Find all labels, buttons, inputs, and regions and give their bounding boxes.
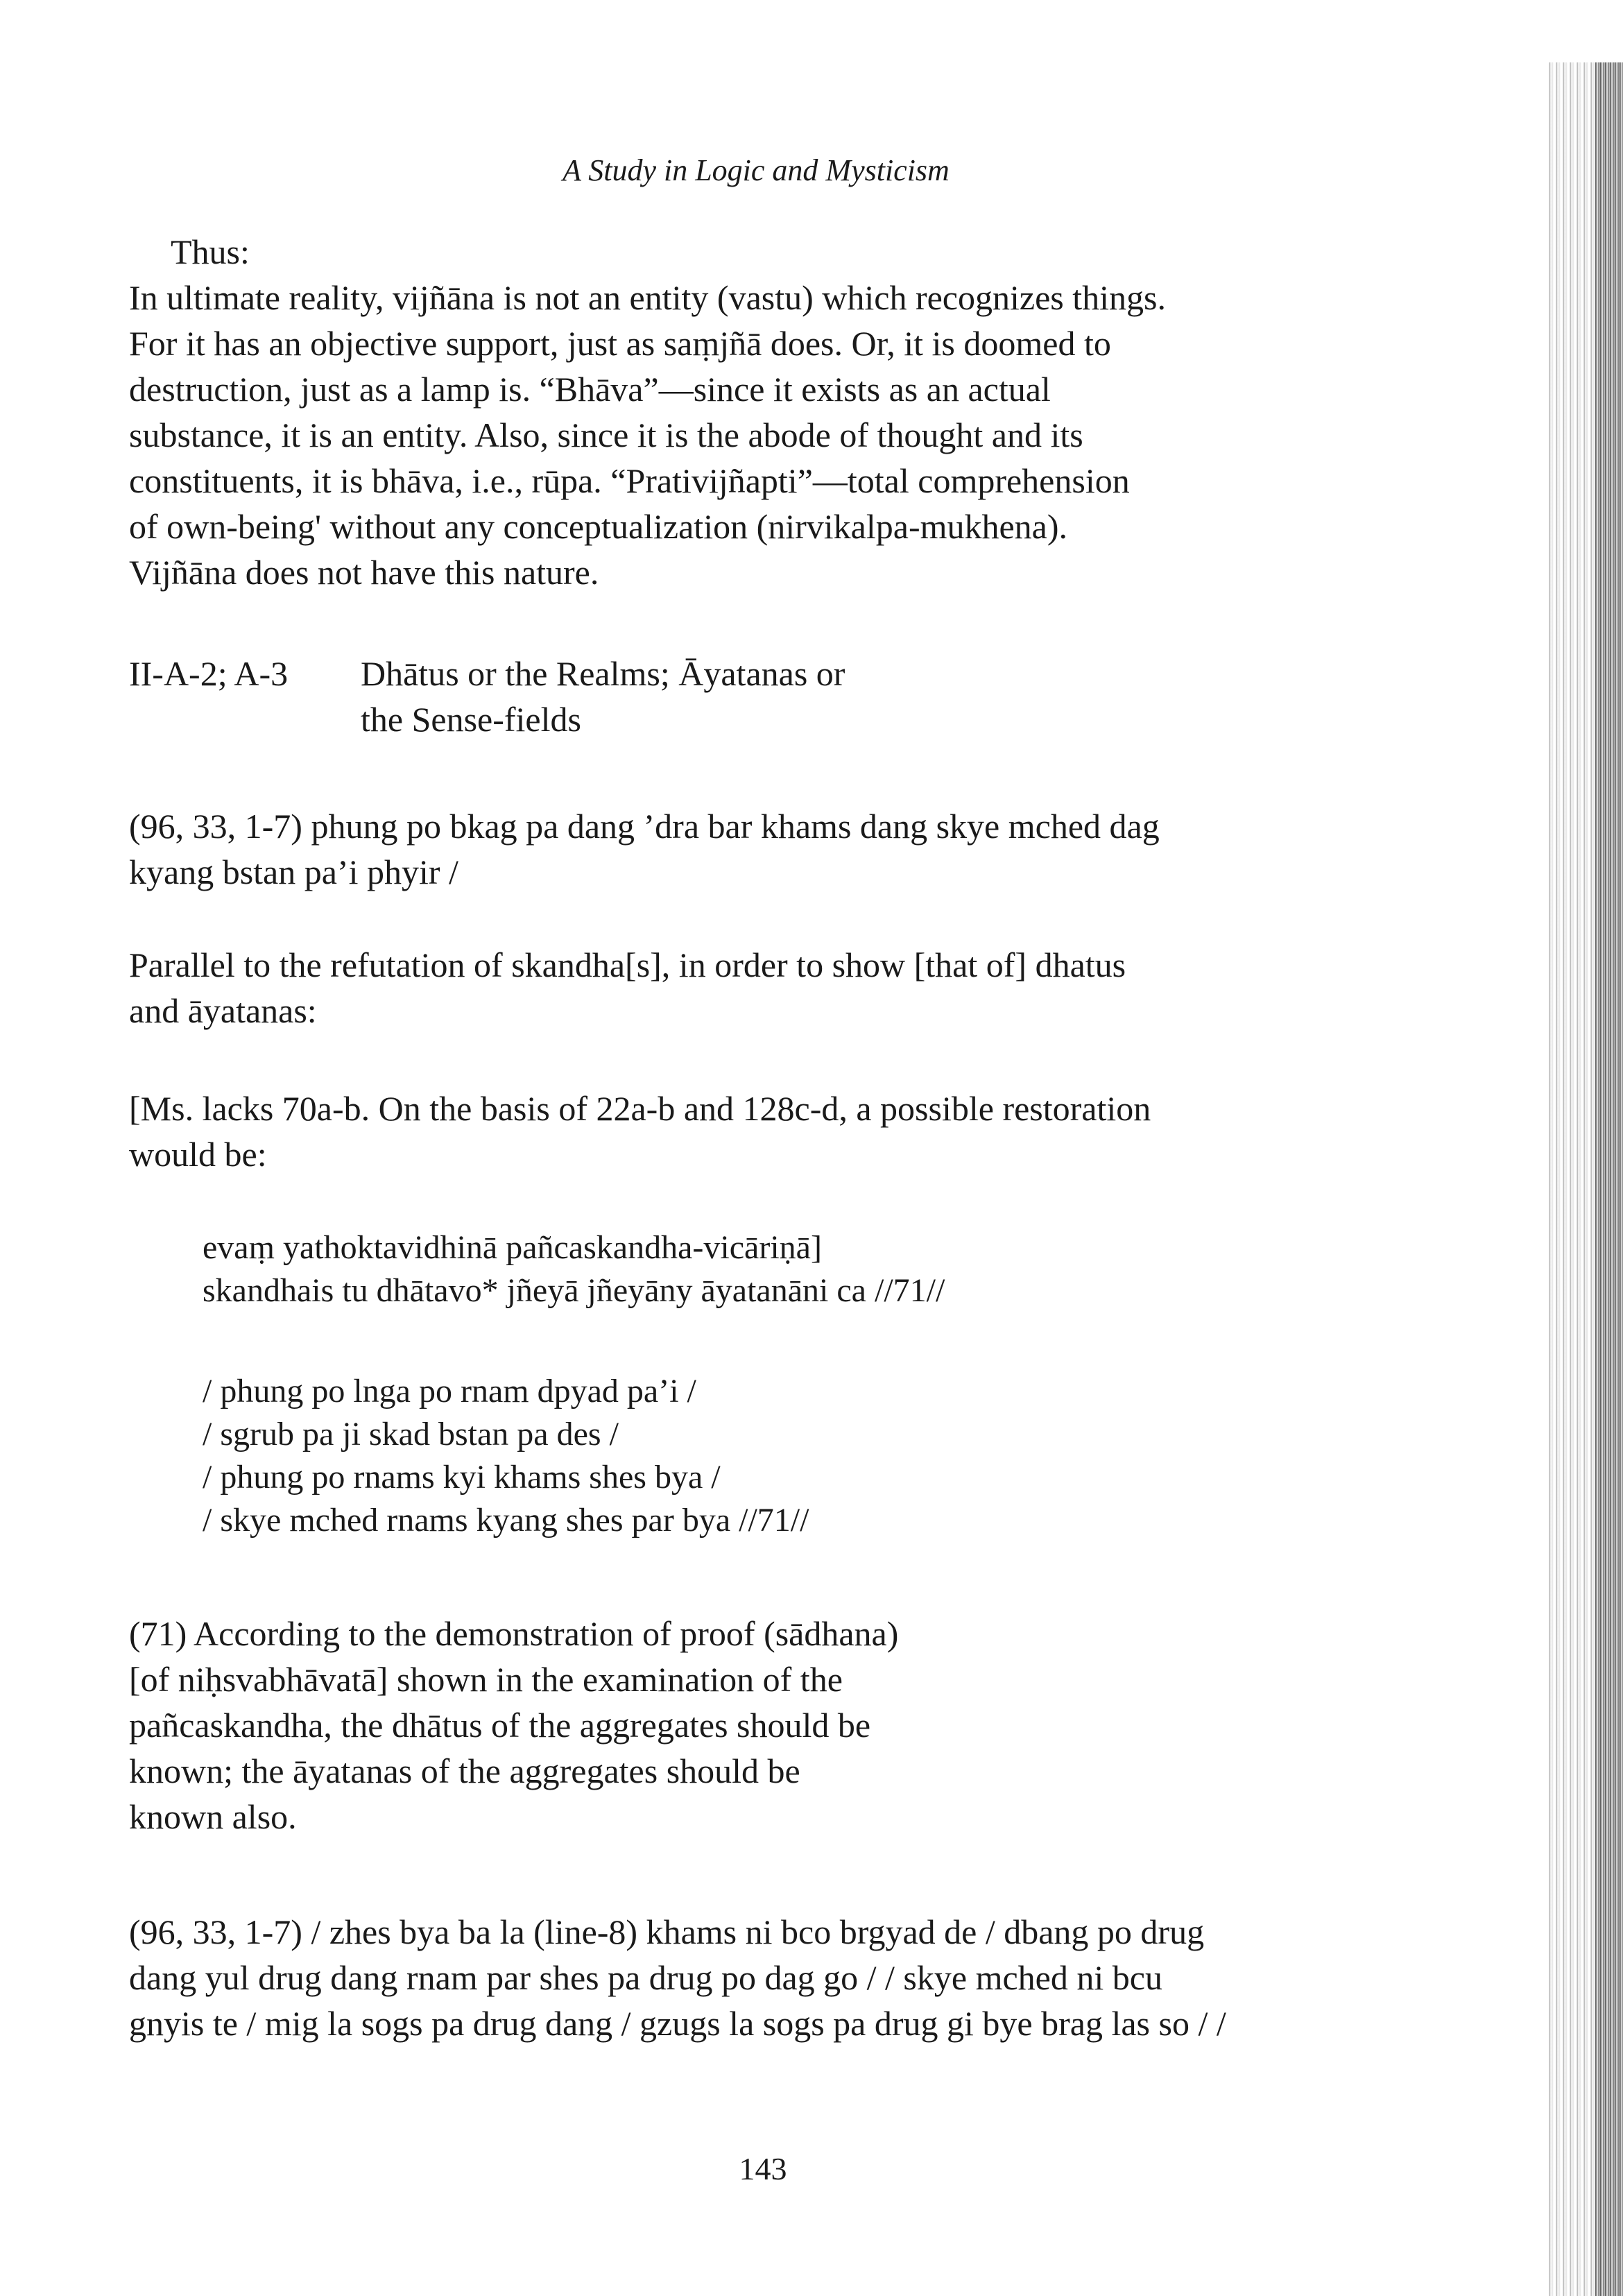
para-line: gnyis te / mig la sogs pa drug dang / gzugs la sogs pa drug gi bye brag las so / / — [129, 2004, 1226, 2043]
running-head: A Study in Logic and Mysticism — [563, 153, 950, 187]
translation-line: (71) According to the demonstration of proof (sādhana) — [129, 1614, 899, 1653]
para-line: constituents, it is bhāva, i.e., rūpa. “Prativijñapti”—total comprehension — [129, 461, 1130, 500]
para-lead: Thus: — [171, 232, 250, 271]
paragraph-thus — [129, 229, 1398, 595]
para-line: In ultimate reality, vijñāna is not an entity (vastu) which recognizes things. — [129, 278, 1166, 317]
para-line: of own-being' without any conceptualization (nirvikalpa-mukhena). — [129, 507, 1068, 546]
section-ref: II-A-2; A-3 — [129, 654, 289, 693]
para-line: (96, 33, 1-7) phung po bkag pa dang ’dra bar khams dang skye mched dag — [129, 807, 1160, 846]
verse-translation — [129, 1611, 1169, 1840]
para-line: would be: — [129, 1135, 267, 1174]
para-line: dang yul drug dang rnam par shes pa drug po dag go / / skye mched ni bcu — [129, 1958, 1162, 1997]
para-line: For it has an objective support, just as saṃjñā does. Or, it is doomed to — [129, 324, 1111, 363]
section-title-line: the Sense-fields — [361, 700, 581, 739]
verse-line: / skye mched rnams kyang shes par bya //71// — [203, 1502, 809, 1539]
section-title-line: Dhātus or the Realms; Āyatanas or — [361, 654, 845, 693]
translation-line: pañcaskandha, the dhātus of the aggregates should be — [129, 1706, 871, 1745]
para-line: Parallel to the refutation of skandha[s], in order to show [that of] dhatus — [129, 945, 1126, 984]
para-line: substance, it is an entity. Also, since it is the abode of thought and its — [129, 415, 1083, 454]
verse-line: / sgrub pa ji skad bstan pa des / — [203, 1416, 619, 1453]
page-number: 143 — [739, 2151, 787, 2186]
paragraph-parallel — [129, 942, 1398, 1034]
para-line: kyang bstan pa’i phyir / — [129, 853, 458, 891]
para-line: and āyatanas: — [129, 991, 317, 1030]
para-line: destruction, just as a lamp is. “Bhāva”—since it exists as an actual — [129, 370, 1051, 409]
page-edge-scan — [1547, 62, 1623, 2296]
verse-line: / phung po rnams kyi khams shes bya / — [203, 1459, 721, 1496]
para-line: [Ms. lacks 70a-b. On the basis of 22a-b and 128c-d, a possible restoration — [129, 1089, 1151, 1128]
paragraph-tibetan-intro — [129, 803, 1398, 895]
verse-line: skandhais tu dhātavo* jñeyā jñeyāny āyatanāni ca //71// — [203, 1272, 945, 1309]
sanskrit-verse — [203, 1226, 945, 1312]
tibetan-verse — [203, 1370, 809, 1542]
para-line: (96, 33, 1-7) / zhes bya ba la (line-8) khams ni bco brgyad de / dbang po drug — [129, 1912, 1205, 1951]
paragraph-ms-note — [129, 1086, 1398, 1177]
section-title — [361, 651, 985, 742]
translation-line: known; the āyatanas of the aggregates should be — [129, 1751, 800, 1790]
para-line: Vijñāna does not have this nature. — [129, 553, 599, 592]
verse-line: evaṃ yathoktavidhinā pañcaskandha-vicāriṇā] — [203, 1229, 822, 1266]
translation-line: known also. — [129, 1797, 297, 1836]
paragraph-tibetan-commentary — [129, 1909, 1398, 2046]
verse-line: / phung po lnga po rnam dpyad pa’i / — [203, 1373, 696, 1410]
translation-line: [of niḥsvabhāvatā] shown in the examination of the — [129, 1660, 843, 1699]
